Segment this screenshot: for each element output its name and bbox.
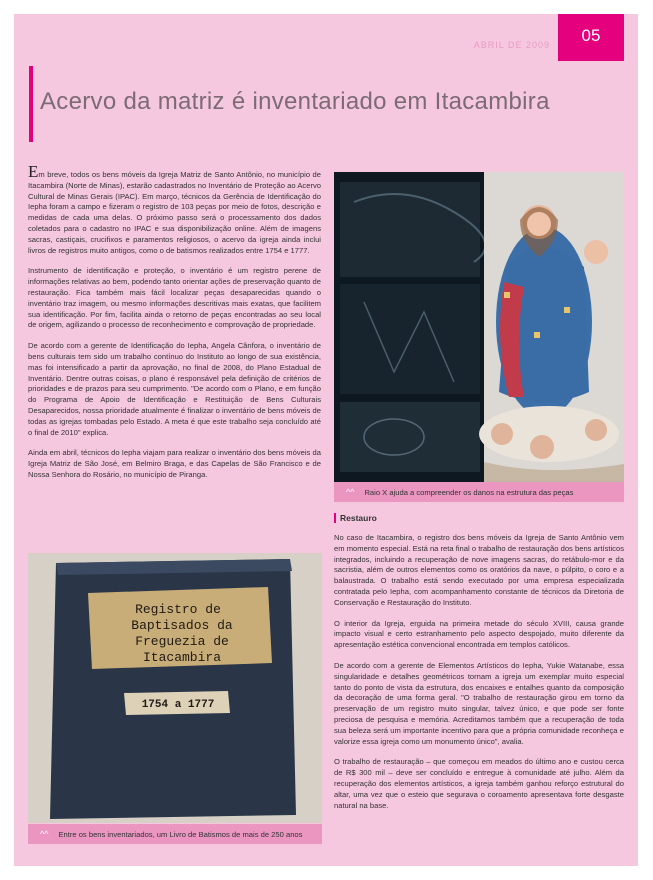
title-accent-bar — [29, 66, 33, 142]
intro-paragraph — [28, 162, 321, 256]
body-paragraph: Ainda em abril, técnicos do Iepha viajam para realizar o inventário dos bens móveis da Igreja Matriz de São José, em Belmiro Braga, e das Capelas de São Francisco e de Nossa Senhora do Rosário, no município de Piranga. — [28, 448, 321, 479]
chevrons-up-icon: ^^ — [346, 487, 355, 497]
page-number: 05 — [558, 14, 624, 61]
drop-cap: E — [28, 162, 39, 181]
book-image — [28, 553, 322, 823]
right-column — [334, 533, 624, 821]
left-column — [28, 162, 321, 491]
body-paragraph: Instrumento de identificação e proteção, o inventário é um registro perene de informações relativas ao bem, podendo tanto orientar ações de preservação quanto de restauração. Fica também mais fácil localizar peças desaparecidas quando o inventário traz imagem, ou mesmo informações descritivas mais exatas, que facilitem sua identificação. Por fim, facilita ainda o retorno de peças encontradas ao seu local de origem, agilizando o processo de reconhecimento e comprovação de propriedade. — [28, 266, 321, 330]
book-label-line: Registro de — [135, 602, 221, 617]
article-title: Acervo da matriz é inventariado em Itacambira — [40, 88, 550, 115]
restauro-heading: Restauro — [334, 513, 377, 523]
xray-caption-text: Raio X ajuda a compreender os danos na estrutura das peças — [364, 487, 574, 497]
book-caption-text: Entre os bens inventariados, um Livro de Batismos de mais de 250 anos — [58, 829, 303, 839]
xray-caption — [334, 482, 624, 502]
book-caption — [28, 824, 322, 844]
book-label-years: 1754 a 1777 — [141, 699, 215, 711]
restauro-paragraph: O trabalho de restauração – que começou em meados do último ano e custou cerca de R$ 300 mil – deve ser concluído e entregue à comunidade até julho. Além da recuperação dos elementos artísticos, a igreja também ganhou reforço estrutural do altar, uma vez que o esteio que segurava o coroamento apresentava forte desgaste natural na base. — [334, 757, 624, 810]
book-label-line: Freguezia de — [135, 634, 229, 649]
xray-statue-photo — [334, 172, 624, 482]
restauro-paragraph: O interior da Igreja, erguida na primeira metade do século XVIII, causa grande impacto visual e certo estranhamento pelo aspecto despojado, muito diferente da apresentação estética convencional encontrada em templos católicos. — [334, 618, 624, 650]
header-month: ABRIL DE 2009 — [473, 40, 550, 50]
book-label-line: Itacambira — [142, 650, 222, 665]
chevrons-up-icon: ^^ — [40, 829, 49, 839]
xray-statue-image — [334, 172, 624, 482]
book-label-line: Baptisados da — [131, 618, 233, 633]
restauro-paragraph: No caso de Itacambira, o registro dos bens móveis da Igreja de Santo Antônio vem em momento especial. Está na reta final o trabalho de restauração dos bens artísticos integrados, incluindo a recuperação de nove imagens sacras, do retábulo-mor e da sacristia, além de outros elementos como os oratórios da nave, o púlpito, o coro e a balaustrada. O trabalho está sendo executado por uma empresa especializada contratada pelo Iepha, com acompanhamento constante de técnicos da Diretoria de Conservação e Restauração do Instituto. — [334, 533, 624, 607]
baptism-book-photo — [28, 553, 322, 823]
body-paragraph: De acordo com a gerente de Identificação do Iepha, Angela Cânfora, o inventário de bens culturais tem sido um trabalho contínuo do Instituto ao longo de sua existência, mas foi intensificado a partir da aprovação, no final de 2008, do Plano Estadual de Inventário. Dentre outras coisas, o plano é responsável pela definição de critérios de prioridades e de prazos para seu cumprimento. "De acordo com o Plano, e em função do Programa de Apoio de Identificação e Restituição de Bens Culturais Desaparecidos, nossa prioridade atualmente é finalizar o inventário de bens móveis de todas as igrejas tombadas pelo Estado. A meta é que este trabalho seja concluído até o final de 2010" explica. — [28, 341, 321, 437]
restauro-paragraph: De acordo com a gerente de Elementos Artísticos do Iepha, Yukie Watanabe, essa singularidade e detalhes geométricos tornam a igreja um exemplar muito especial tanto do ponto de vista da estrutura, dos encaixes e entalhes quanto da composição da decoração de uma forma geral. "O trabalho de restauração girou em torno da preservação de um registro muito singular, talvez único, e que pode ser fonte preciosa de pesquisa e memória. Acreditamos também que a recuperação de toda sua beleza será um importante incentivo para que a própria comunidade reconheça e valorize essa igreja como um monumento único", avalia. — [334, 660, 624, 746]
intro-text: m breve, todos os bens móveis da Igreja Matriz de Santo Antônio, no município de Itacambira (Norte de Minas), estarão cadastrados no Inventário de Proteção ao Acervo Cultural de Minas Gerais (IPAC). Em março, técnicos da Gerência de Identificação do Iepha foram a campo e fizeram o registro de 103 peças por meio de fotos, descrição e medidas de cada uma delas. O próximo passo será o processamento dos dados coletados para o cadastro no IPAC e sua disponibilização online. Além de imagens sacras, castiçais, crucifixos e paramentos religiosos, o acervo da igreja ainda inclui livros de registros muito antigos, como o de batismos realizados entre 1754 e 1777. — [28, 170, 321, 255]
